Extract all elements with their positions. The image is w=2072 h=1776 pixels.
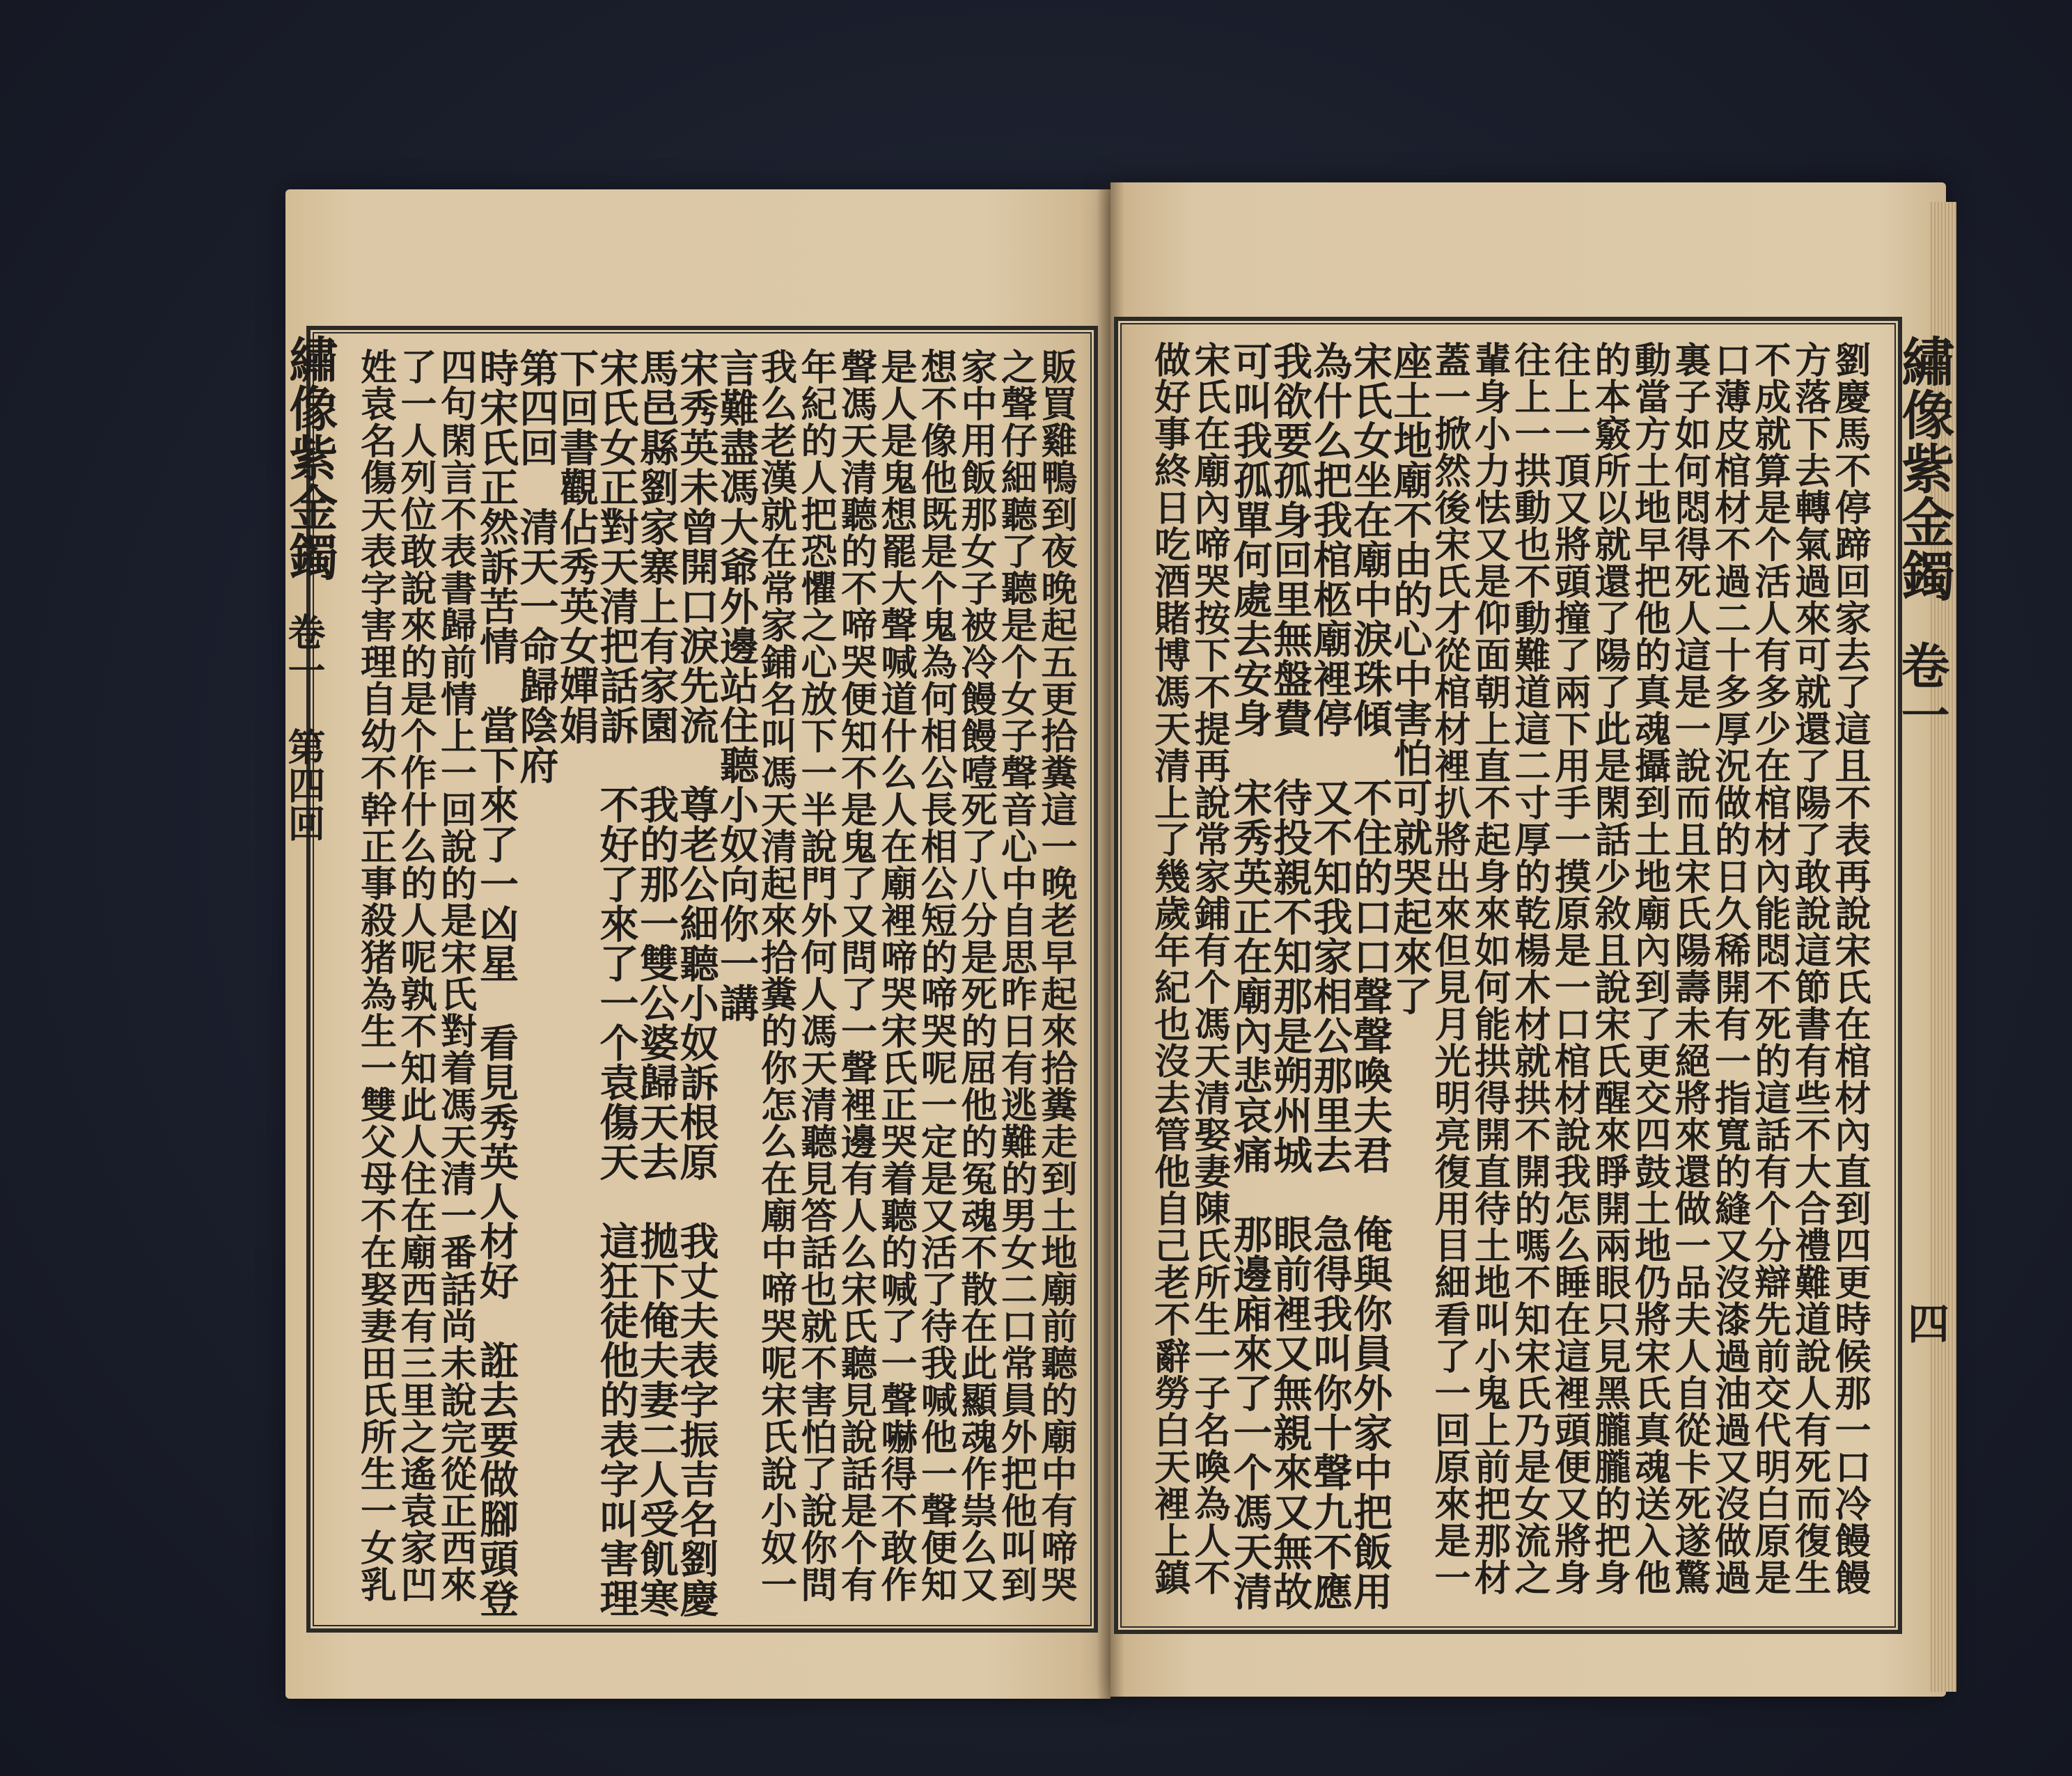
text-column: 時宋氏正然訴苦情 當下來了一凶星 看見秀英人材好 誑去要做腳頭登 <box>473 348 519 1618</box>
text-column: 蓋一掀然後宋氏才從棺材裡扒將出來但見月光明亮復用目細看了一回原來是一 <box>1428 341 1470 1596</box>
text-column: 年紀的人把恐懼之心放下一半說門外何人馮天清聽見答話也就不害怕了說你問 <box>794 348 837 1603</box>
text-column: 座土地廟不由的心中害怕可就哭起來了 <box>1387 341 1434 1016</box>
text-column: 販買雞鴨到夜晚起五更拾糞這一晚老早起來拾糞走到土地廟前聽的廟中有啼哭 <box>1035 348 1077 1603</box>
right-page-number: 四 <box>1901 1302 1949 1344</box>
text-column: 的本竅所以就還了陽了此是閑話少敘且說宋氏醒來睜開兩眼只見黑朧朧的把身 <box>1588 341 1631 1596</box>
text-column: 方落下去轉氣過來可就還了陽了敢說這節書有些不大合禮難道說人有死而復生 <box>1788 341 1831 1596</box>
text-column: 不成就算是个活人有多少在棺材內能悶不死的這話有个分辯先前交代明白原是 <box>1748 341 1791 1596</box>
text-column: 宋氏女正對天清把話訴 不好了來了一个袁傷天 這狂徒他的表字叫害理 <box>593 348 640 1618</box>
text-column: 輩身小力怯又是仰面朝上直不起身來如何能拱得開直待土地叫小鬼上前把那材 <box>1468 341 1511 1596</box>
text-column: 是人是鬼想罷大聲喊道什么人在廟裡啼哭宋氏正哭着聽的喊了一聲嚇得不敢作 <box>874 348 917 1603</box>
text-column: 動當方土地早把他的真魂攝到土地廟內到了更交四鼓土地仍將宋氏真魂送入他 <box>1628 341 1671 1596</box>
left-chapter-ref: 卷一 第四回 <box>282 613 327 842</box>
text-column: 裏子如何悶得死人這是一說而且宋氏陽壽未絕將來還做一品夫人自從卡死遂驚 <box>1668 341 1711 1596</box>
text-column: 宋秀英未曾開口淚先流 尊老公細聽小奴訴根原 我丈夫表字振吉名劉慶 <box>673 348 720 1618</box>
text-column: 我么老漢就在常家鋪名叫馮天清起來拾糞的你怎么在廟中啼哭呢宋氏說小奴一 <box>754 348 797 1603</box>
text-column: 劉慶馬不停蹄回家去了這且不表再說宋氏在棺材內直到四更時候那一口冷饅饅 <box>1828 341 1871 1596</box>
text-column: 可叫我孤單何處去安身 宋秀英正在廟內悲哀痛 那邊廂來了一个馮天清 <box>1227 341 1273 1611</box>
left-banner-title: 繡像紫金鐲 <box>281 334 339 581</box>
text-column: 宋氏在廟內啼哭按下不提再說常家鋪有个馮天清娶妻陳氏所生一子名喚為人不 <box>1188 341 1230 1596</box>
text-column: 言難盡馮大爺外邊站住聽小奴向你一講 <box>714 348 760 1023</box>
text-column: 往上一拱動也不動難道這二寸厚的乾楊木材就拱不開的嗎不知宋氏乃是女流之 <box>1508 341 1551 1596</box>
text-column: 馬邑縣劉家寨上有家園 我的那一雙公婆歸天去 拋下俺夫妻二人受飢寒 <box>634 348 680 1618</box>
text-column: 往上一頂又將頭撞了兩下用手一摸原是一口棺材說我怎么睡在這裡頭便又將身 <box>1548 341 1591 1596</box>
text-column: 聲馮天清聽的不啼哭便知不是鬼了又問了一聲裡邊有人么宋氏聽見說話是个有 <box>834 348 877 1603</box>
text-column: 姓袁名傷天表字害理自幼不幹正事殺猪為生一雙父母不在娶妻田氏所生一女乳 <box>354 348 397 1603</box>
text-column: 第四回 清天一命歸陰府 <box>513 348 560 785</box>
text-column: 了一人列位敢說來的是个作什么的人呢孰不知此人住在廟西有三里之遙袁家凹 <box>394 348 437 1603</box>
text-column: 想不像他既是个鬼為何相公長相公短的啼哭呢一定是又活了待我喊他一聲便知 <box>914 348 957 1603</box>
text-column: 家中用飯那女子被冷饅饅噎死了八分是死的屈他的冤魂不散在此顯魂作祟么又 <box>955 348 997 1603</box>
right-chapter-ref: 卷一 <box>1893 641 1951 739</box>
text-column: 口薄皮棺材不過二十多厚況做的日久稀開有一指寬的縫又沒漆過油過又沒做過 <box>1708 341 1751 1596</box>
text-column: 宋氏女坐在廟中淚珠傾 不住的口口聲聲喚夫君 俺與你員外家中把飯用 <box>1347 341 1393 1611</box>
text-column: 為什么把我棺柩廟裡停 又不知我家相公那里去 急得我叫你十聲九不應 <box>1307 341 1353 1611</box>
text-column: 四句閑言不表書歸前情上一回說的是宋氏對着馮天清一番話尚未說完從正西來 <box>434 348 477 1603</box>
text-column: 做好事終日吃酒賭博馮天清上了幾歲年紀也沒去管他自己老不辭勞白天裡上鎮 <box>1147 341 1191 1596</box>
text-column: 下回書觀佔秀英女嬋娟 <box>554 348 599 745</box>
text-column: 之聲仔細聽了聽是个女子聲音心中自思昨日有逃難的男女二口常員外把他叫到 <box>994 348 1037 1603</box>
right-banner-title: 繡像紫金鐲 <box>1893 334 1955 602</box>
text-column: 我欲要孤身回里無盤費 待投親不知那是朔州城 眼前裡又無親來又無故 <box>1267 341 1313 1611</box>
